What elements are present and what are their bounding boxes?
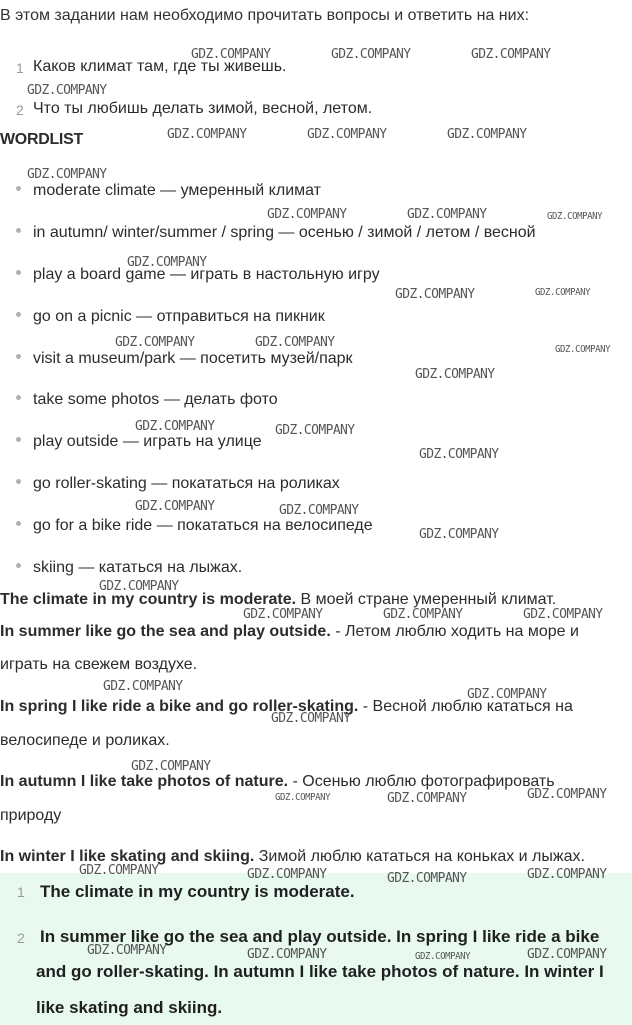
- watermark: GDZ.COMPANY: [27, 82, 107, 99]
- list-item: play a board game — играть в настольную игру: [16, 266, 380, 284]
- answer-number: 1: [17, 884, 25, 900]
- watermark: GDZ.COMPANY: [127, 254, 207, 271]
- bullet-icon: [16, 186, 21, 191]
- paragraph: In spring I like ride a bike and go roller-skating. - Весной люблю кататься на: [0, 698, 573, 715]
- watermark: GDZ.COMPANY: [387, 790, 467, 807]
- watermark: GDZ.COMPANY: [247, 946, 327, 963]
- watermark: GDZ.COMPANY: [115, 334, 195, 351]
- bullet-icon: [16, 563, 21, 568]
- answer-line: like skating and skiing.: [36, 998, 223, 1017]
- watermark: GDZ.COMPANY: [527, 786, 607, 803]
- list-item: skiing — кататься на лыжах.: [16, 559, 242, 577]
- watermark: GDZ.COMPANY: [167, 126, 247, 143]
- watermark: GDZ.COMPANY: [547, 211, 603, 223]
- question-number: 1: [16, 60, 24, 76]
- watermark: GDZ.COMPANY: [419, 446, 499, 463]
- watermark: GDZ.COMPANY: [131, 758, 211, 775]
- watermark: GDZ.COMPANY: [415, 366, 495, 383]
- watermark: GDZ.COMPANY: [555, 344, 611, 356]
- list-item: go roller-skating — покататься на роликах: [16, 475, 340, 493]
- watermark: GDZ.COMPANY: [275, 422, 355, 439]
- watermark: GDZ.COMPANY: [279, 502, 359, 519]
- watermark: GDZ.COMPANY: [523, 606, 603, 623]
- watermark: GDZ.COMPANY: [135, 498, 215, 515]
- paragraph-continuation: природу: [0, 807, 62, 824]
- watermark: GDZ.COMPANY: [191, 46, 271, 63]
- question-number: 2: [16, 102, 24, 118]
- watermark: GDZ.COMPANY: [271, 710, 351, 727]
- wordlist-heading: WORDLIST: [0, 131, 83, 148]
- paragraph: In autumn I like take photos of nature. - Осенью люблю фотографировать: [0, 773, 555, 790]
- watermark: GDZ.COMPANY: [415, 951, 471, 963]
- watermark: GDZ.COMPANY: [387, 870, 467, 887]
- paragraph: The climate in my country is moderate. В моей стране умеренный климат.: [0, 591, 557, 608]
- watermark: GDZ.COMPANY: [527, 946, 607, 963]
- bullet-icon: [16, 228, 21, 233]
- watermark: GDZ.COMPANY: [27, 166, 107, 183]
- watermark: GDZ.COMPANY: [407, 206, 487, 223]
- question-item: Каков климат там, где ты живешь.: [33, 58, 287, 75]
- list-item: play outside — играть на улице: [16, 433, 262, 451]
- paragraph-continuation: играть на свежем воздухе.: [0, 656, 198, 673]
- intro-text: В этом задании нам необходимо прочитать вопросы и ответить на них:: [0, 7, 530, 24]
- answer-line: and go roller-skating. In autumn I like take photos of nature. In winter I: [36, 962, 604, 981]
- list-item: go for a bike ride — покататься на велосипеде: [16, 517, 373, 535]
- watermark: GDZ.COMPANY: [383, 606, 463, 623]
- list-item: visit a museum/park — посетить музей/парк: [16, 350, 353, 368]
- watermark: GDZ.COMPANY: [87, 942, 167, 959]
- watermark: GDZ.COMPANY: [243, 606, 323, 623]
- list-item: in autumn/ winter/summer / spring — осенью / зимой / летом / весной: [16, 224, 536, 242]
- watermark: GDZ.COMPANY: [103, 678, 183, 695]
- paragraph: In winter I like skating and skiing. Зимой люблю кататься на коньках и лыжах.: [0, 848, 585, 865]
- watermark: GDZ.COMPANY: [535, 287, 591, 299]
- bullet-icon: [16, 354, 21, 359]
- bullet-icon: [16, 395, 21, 400]
- watermark: GDZ.COMPANY: [275, 792, 331, 804]
- watermark: GDZ.COMPANY: [267, 206, 347, 223]
- list-item: moderate climate — умеренный климат: [16, 182, 321, 200]
- answer-line: In summer like go the sea and play outside. In spring I like ride a bike: [40, 927, 600, 946]
- watermark: GDZ.COMPANY: [331, 46, 411, 63]
- watermark: GDZ.COMPANY: [255, 334, 335, 351]
- list-item: go on a picnic — отправиться на пикник: [16, 308, 325, 326]
- question-item: Что ты любишь делать зимой, весной, летом.: [33, 100, 373, 117]
- bullet-icon: [16, 312, 21, 317]
- answer-number: 2: [17, 930, 25, 946]
- answer-line: The climate in my country is moderate.: [40, 882, 355, 901]
- watermark: GDZ.COMPANY: [447, 126, 527, 143]
- watermark: GDZ.COMPANY: [99, 578, 179, 595]
- paragraph-continuation: велосипеде и роликах.: [0, 732, 170, 749]
- watermark: GDZ.COMPANY: [79, 862, 159, 879]
- bullet-icon: [16, 437, 21, 442]
- bullet-icon: [16, 521, 21, 526]
- paragraph: In summer like go the sea and play outside. - Летом люблю ходить на море и: [0, 623, 579, 640]
- watermark: GDZ.COMPANY: [395, 286, 475, 303]
- watermark: GDZ.COMPANY: [247, 866, 327, 883]
- watermark: GDZ.COMPANY: [307, 126, 387, 143]
- watermark: GDZ.COMPANY: [527, 866, 607, 883]
- list-item: take some photos — делать фото: [16, 391, 278, 409]
- bullet-icon: [16, 479, 21, 484]
- bullet-icon: [16, 270, 21, 275]
- watermark: GDZ.COMPANY: [471, 46, 551, 63]
- watermark: GDZ.COMPANY: [419, 526, 499, 543]
- watermark: GDZ.COMPANY: [135, 418, 215, 435]
- watermark: GDZ.COMPANY: [467, 686, 547, 703]
